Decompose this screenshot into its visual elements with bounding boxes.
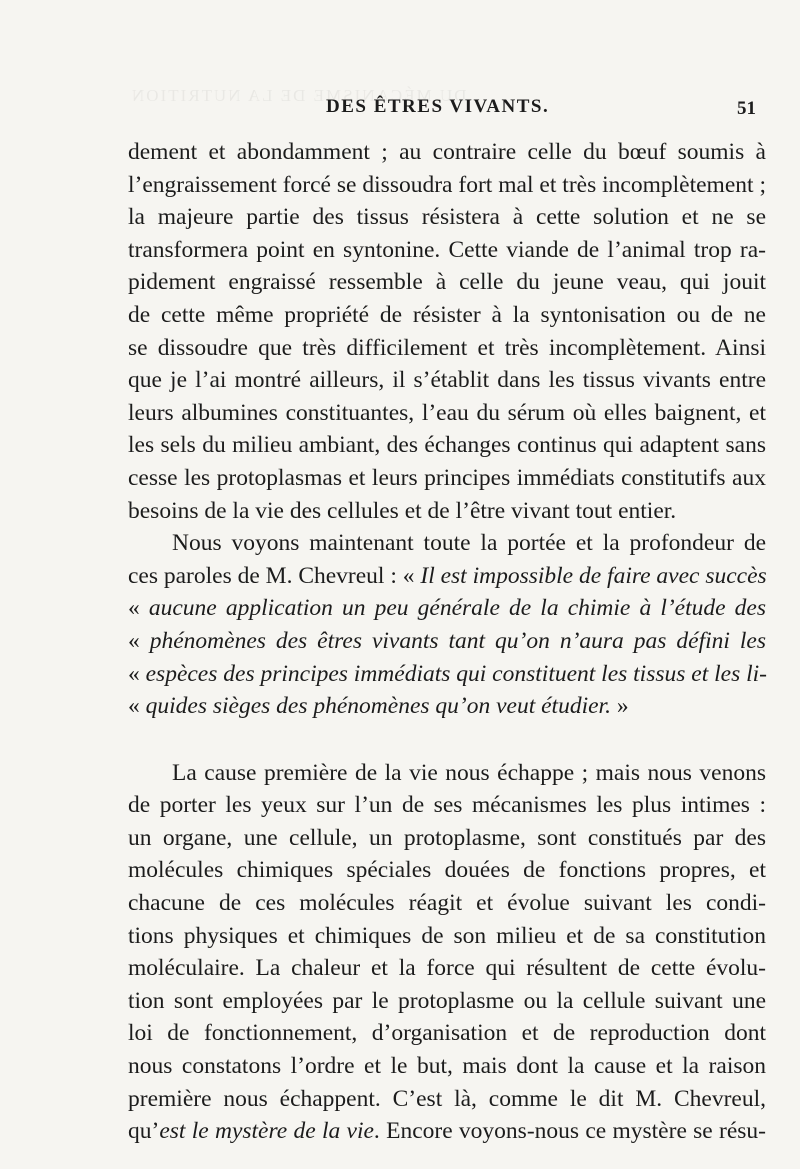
- quote-line: [128, 658, 766, 691]
- text-line: moléculaire. La chaleur et la force qui résultent de cette évolu-: [128, 955, 766, 982]
- text-line: tion sont employées par le protoplasme ou la cellule suivant une: [128, 987, 766, 1014]
- text-line: que je l’ai montré ailleurs, il s’établit dans les tissus vivants entre: [128, 367, 766, 394]
- quote-line: [128, 592, 766, 625]
- quote-mark: «: [128, 660, 146, 687]
- quote-text: aucune application un peu générale de la chimie à l’étude des: [148, 595, 766, 622]
- text-line: [128, 560, 766, 593]
- page-header: [0, 96, 800, 130]
- quote-line: [128, 625, 766, 658]
- quote-mark: «: [128, 595, 149, 622]
- text-line: se dissoudre que très difficilement et très incomplètement. Ainsi: [128, 334, 766, 361]
- text-line: [128, 1115, 766, 1148]
- bleed-through-text: DU MÉCANISME DE LA NUTRITION: [130, 86, 467, 105]
- quote-close-mark: »: [610, 693, 629, 720]
- text-line: les sels du milieu ambiant, des échanges continus qui adaptent sans: [128, 432, 766, 459]
- text-line: cesse les protoplasmas et leurs principes immédiats constitutifs aux: [128, 464, 766, 491]
- text-line: molécules chimiques spéciales douées de fonctions propres, et: [128, 857, 766, 884]
- text-line: l’engraissement forcé se dissoudra fort mal et très incomplètement ;: [128, 171, 766, 198]
- text-line: de cette même propriété de résister à la syntonisation ou de ne: [128, 301, 766, 328]
- quote-mark: «: [128, 693, 146, 720]
- text-line: loi de fonctionnement, d’organisation et de reproduction dont: [128, 1020, 766, 1047]
- text-line: première nous échappent. C’est là, comme le dit M. Chevreul,: [128, 1085, 766, 1112]
- text-span: qu’: [128, 1118, 160, 1145]
- italic-phrase: est le mystère de la vie: [159, 1118, 374, 1145]
- text-line: nous constatons l’ordre et le but, mais dont la cause et la raison: [128, 1053, 766, 1080]
- quote-text: phénomènes des êtres vivants tant qu’on n’aura pas défini les: [149, 627, 767, 654]
- paragraph-2: [128, 527, 766, 723]
- text-line: tions physiques et chimiques de son milieu et de sa constitution: [128, 922, 766, 949]
- text-line: dement et abondamment ; au contraire celle du bœuf soumis à: [128, 139, 766, 165]
- text-line: Nous voyons maintenant toute la portée et la profondeur de: [172, 530, 766, 557]
- quote-text: espèces des principes immédiats qui constituent les tissus et les li-: [145, 660, 767, 687]
- text-line: chacune de ces molécules réagit et évolue suivant les condi-: [128, 890, 766, 917]
- quote-intro: ces paroles de M. Chevreul : «: [128, 562, 421, 589]
- text-line: pidement engraissé ressemble à celle du jeune veau, qui jouit: [128, 269, 766, 296]
- paragraph-1: [128, 136, 766, 527]
- quote-mark: «: [128, 627, 150, 654]
- text-line: transformera point en syntonine. Cette viande de l’animal trop ra-: [128, 236, 766, 263]
- quote-text: Il est impossible de faire avec succès: [420, 562, 767, 589]
- text-span: . Encore voyons-nous ce mystère se résu-: [373, 1118, 767, 1145]
- page-number: 51: [737, 98, 756, 119]
- running-title: DES ÊTRES VIVANTS.: [326, 96, 550, 117]
- text-line: La cause première de la vie nous échappe ; mais nous venons: [172, 759, 766, 786]
- text-line: la majeure partie des tissus résistera à cette solution et ne se: [128, 204, 766, 231]
- quote-text: quides sièges des phénomènes qu’on veut étudier.: [145, 693, 611, 720]
- text-line: leurs albumines constituantes, l’eau du sérum où elles baignent, et: [128, 399, 766, 426]
- text-line: un organe, une cellule, un protoplasme, sont constitués par des: [128, 824, 766, 851]
- body-text: [128, 136, 766, 1148]
- text-line: besoins de la vie des cellules et de l’être vivant tout entier.: [128, 497, 677, 524]
- paragraph-gap: [128, 723, 766, 757]
- paragraph-3: [128, 757, 766, 1148]
- quote-line: [128, 690, 766, 723]
- text-line: de porter les yeux sur l’un de ses mécanismes les plus intimes :: [128, 792, 766, 819]
